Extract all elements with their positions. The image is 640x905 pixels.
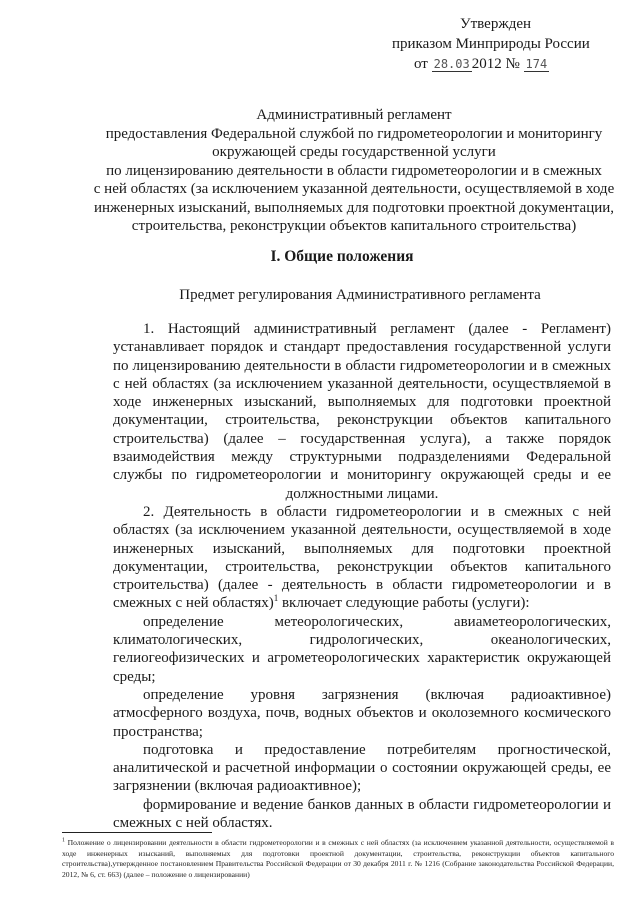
list-item: подготовка и предоставление потребителям прогностической, аналитической и расчетной информации о состоянии окружающей среды, ее загрязнении (включая радиоактивное); (113, 741, 611, 795)
document-title (84, 106, 624, 236)
footnote-divider (62, 832, 212, 833)
approval-line-1: Утвержден (460, 16, 532, 32)
list-item: определение метеорологических, авиаметеорологических, климатологических, гидрологических, океанологических, гелиогеофизических и агрометеорологических характеристик окружающей среды; (113, 613, 611, 685)
approval-line-2: приказом Минприроды России (392, 36, 590, 52)
title-line-5: с ней областях (за исключением указанной деятельности, осуществляемой в ходе (93, 181, 615, 197)
approval-stamp (380, 14, 630, 74)
footnote-marker: 1 (62, 837, 65, 844)
list-item: формирование и ведение банков данных в области гидрометеорологии и смежных с ней областях. (113, 796, 611, 832)
approval-date: 28.03 (433, 57, 470, 71)
title-line-6: инженерных изысканий, выполняемых для подготовки проектной документации, (93, 199, 615, 216)
title-line-7: строительства, реконструкции объектов капитального строительства) (131, 218, 577, 234)
regulation-body (113, 320, 611, 832)
footnote-text: Положение о лицензировании деятельности в области гидрометеорологии и в смежных с ней областях (за исключением указанной деятельности, осуществляемой в ходе инженерных изысканий, выполняемых для подготовки проектной документации, строительства, реконструкции объектов капитального строительства),утвержденное постановлением Правительства Российской Федерации от 30 декабря 2011 г. № 1216 (Собрание законодательства Российской Федерации, 2012, № 6, ст. 663) (далее – положение о лицензировании) (62, 838, 614, 879)
paragraph-2 (113, 503, 611, 613)
paragraph-2-tail: включает следующие работы (услуги): (278, 595, 530, 612)
title-line-1: Административный регламент (256, 107, 452, 123)
approval-year: 2012 № (471, 56, 520, 72)
paragraph-1: 1. Настоящий административный регламент (далее - Регламент) устанавливает порядок и стандарт предоставления государственной услуги по лицензированию деятельности в области гидрометеорологии и в смежных с ней областях (за исключением указанной деятельности, осуществляемой в ходе инженерных изысканий, выполняемых для подготовки проектной документации, строительства, реконструкции объектов капитального строительства) (далее – государственная услуга), а также порядок взаимодействия между структурными подразделениями Федеральной службы по гидрометеорологии и мониторингу окружающей среды и ее должностными лицами. (113, 321, 611, 502)
section-heading: I. Общие положения (270, 248, 414, 265)
paragraph-2-text: 2. Деятельность в области гидрометеорологии и в смежных с ней областях (за исключением указанной деятельности, осуществляемой в ходе инженерных изысканий, выполняемых для подготовки проектной документации, строительства, реконструкции объектов капитального строительства) (далее - деятельность в области гидрометеорологии и в смежных с ней областях) (113, 503, 611, 612)
title-line-4: по лицензированию деятельности в области гидрометеорологии и в смежных (106, 162, 602, 179)
approval-from: от (414, 56, 428, 72)
list-item: определение уровня загрязнения (включая радиоактивное) атмосферного воздуха, почв, водных объектов и околоземного космического пространства; (113, 686, 611, 740)
footnote (62, 838, 614, 880)
subsection-heading: Предмет регулирования Административного регламента (179, 287, 541, 303)
approval-line-3 (380, 54, 630, 74)
title-line-2: предоставления Федеральной службой по гидрометеорологии и мониторингу (105, 125, 603, 142)
title-line-3: окружающей среды государственной услуги (212, 144, 496, 160)
footnote-ref: 1 (273, 593, 279, 604)
approval-number: 174 (525, 57, 548, 71)
